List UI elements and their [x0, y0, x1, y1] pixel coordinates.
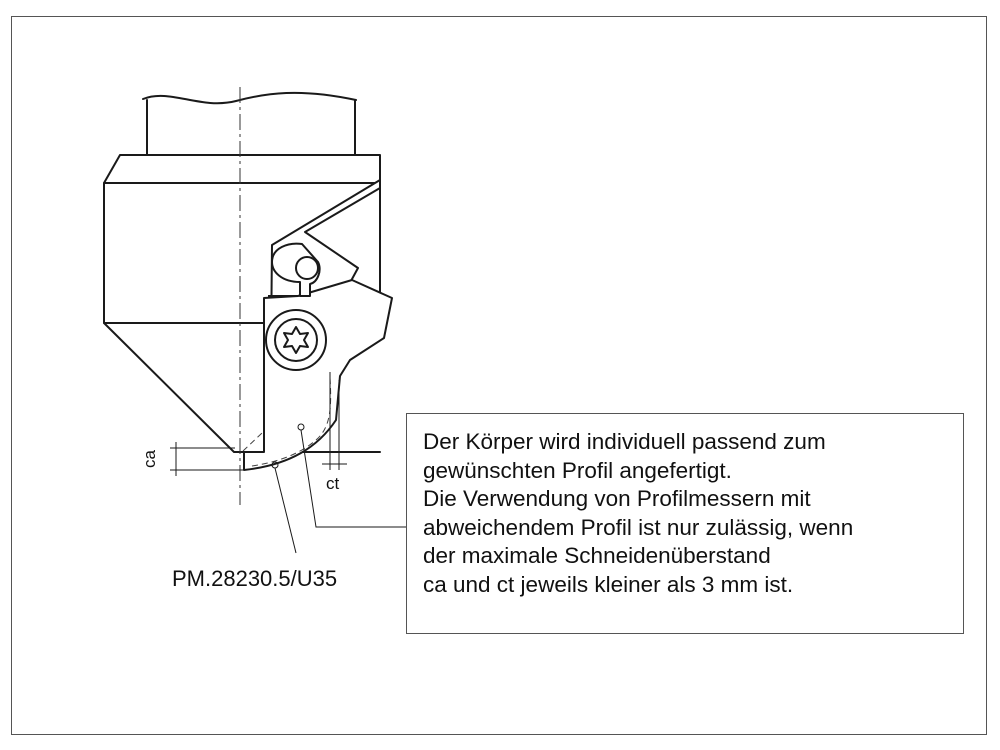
- note-box: [406, 413, 964, 634]
- note-leader-line: [301, 430, 406, 527]
- note-line-1: Der Körper wird individuell passend zum: [423, 429, 826, 454]
- dimension-ct-label: ct: [326, 474, 340, 493]
- note-line-4: abweichendem Profil ist nur zulässig, wenn: [423, 514, 854, 540]
- part-leader-line: [275, 468, 296, 553]
- note-line-6: ca und ct jeweils kleiner als 3 mm ist.: [423, 571, 794, 597]
- tool-shank: [143, 93, 356, 155]
- dimension-ca-label: ca: [140, 450, 159, 468]
- note-line-2: gewünschten Profil angefertigt.: [423, 457, 732, 483]
- note-line-3: Die Verwendung von Profilmessern mit: [423, 486, 811, 511]
- part-number-label: PM.28230.5/U35: [172, 566, 338, 591]
- note-line-5: der maximale Schneidenüberstand: [423, 543, 771, 568]
- torx-screw-icon: [266, 310, 326, 370]
